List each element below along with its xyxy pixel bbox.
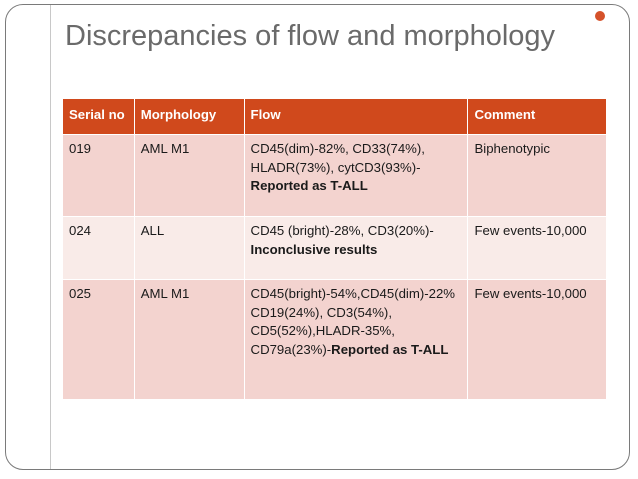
flow-text: CD45 (bright)-28%, CD3(20%)- — [250, 223, 434, 238]
cell-flow — [244, 280, 468, 400]
cell-morphology: ALL — [134, 217, 244, 280]
table-row — [63, 217, 607, 280]
header-flow: Flow — [244, 99, 468, 135]
cell-serial: 024 — [63, 217, 135, 280]
cell-comment: Biphenotypic — [468, 135, 607, 217]
table-header-row — [63, 99, 607, 135]
header-comment: Comment — [468, 99, 607, 135]
cell-comment: Few events-10,000 — [468, 217, 607, 280]
flow-text: CD45(bright)-54%,CD45(dim)-22% CD19(24%), CD3(54%), CD5(52%),HLADR-35%, CD79a(23%)- — [250, 286, 456, 357]
table-row — [63, 135, 607, 217]
discrepancy-table — [62, 98, 607, 400]
slide-title: Discrepancies of flow and morphology — [65, 20, 556, 52]
cell-comment: Few events-10,000 — [468, 280, 607, 400]
accent-dot — [595, 11, 605, 21]
cell-flow — [244, 217, 468, 280]
cell-morphology: AML M1 — [134, 135, 244, 217]
slide-left-rule — [50, 5, 51, 469]
header-serial: Serial no — [63, 99, 135, 135]
table-row — [63, 280, 607, 400]
cell-flow — [244, 135, 468, 217]
flow-result: Inconclusive results — [250, 241, 378, 257]
header-morphology: Morphology — [134, 99, 244, 135]
cell-serial: 019 — [63, 135, 135, 217]
flow-result: Reported as T-ALL — [250, 178, 368, 193]
flow-result: Reported as T-ALL — [331, 341, 449, 357]
cell-serial: 025 — [63, 280, 135, 400]
flow-text: CD45(dim)-82%, CD33(74%), HLADR(73%), cytCD3(93%)- — [250, 141, 425, 175]
cell-morphology: AML M1 — [134, 280, 244, 400]
